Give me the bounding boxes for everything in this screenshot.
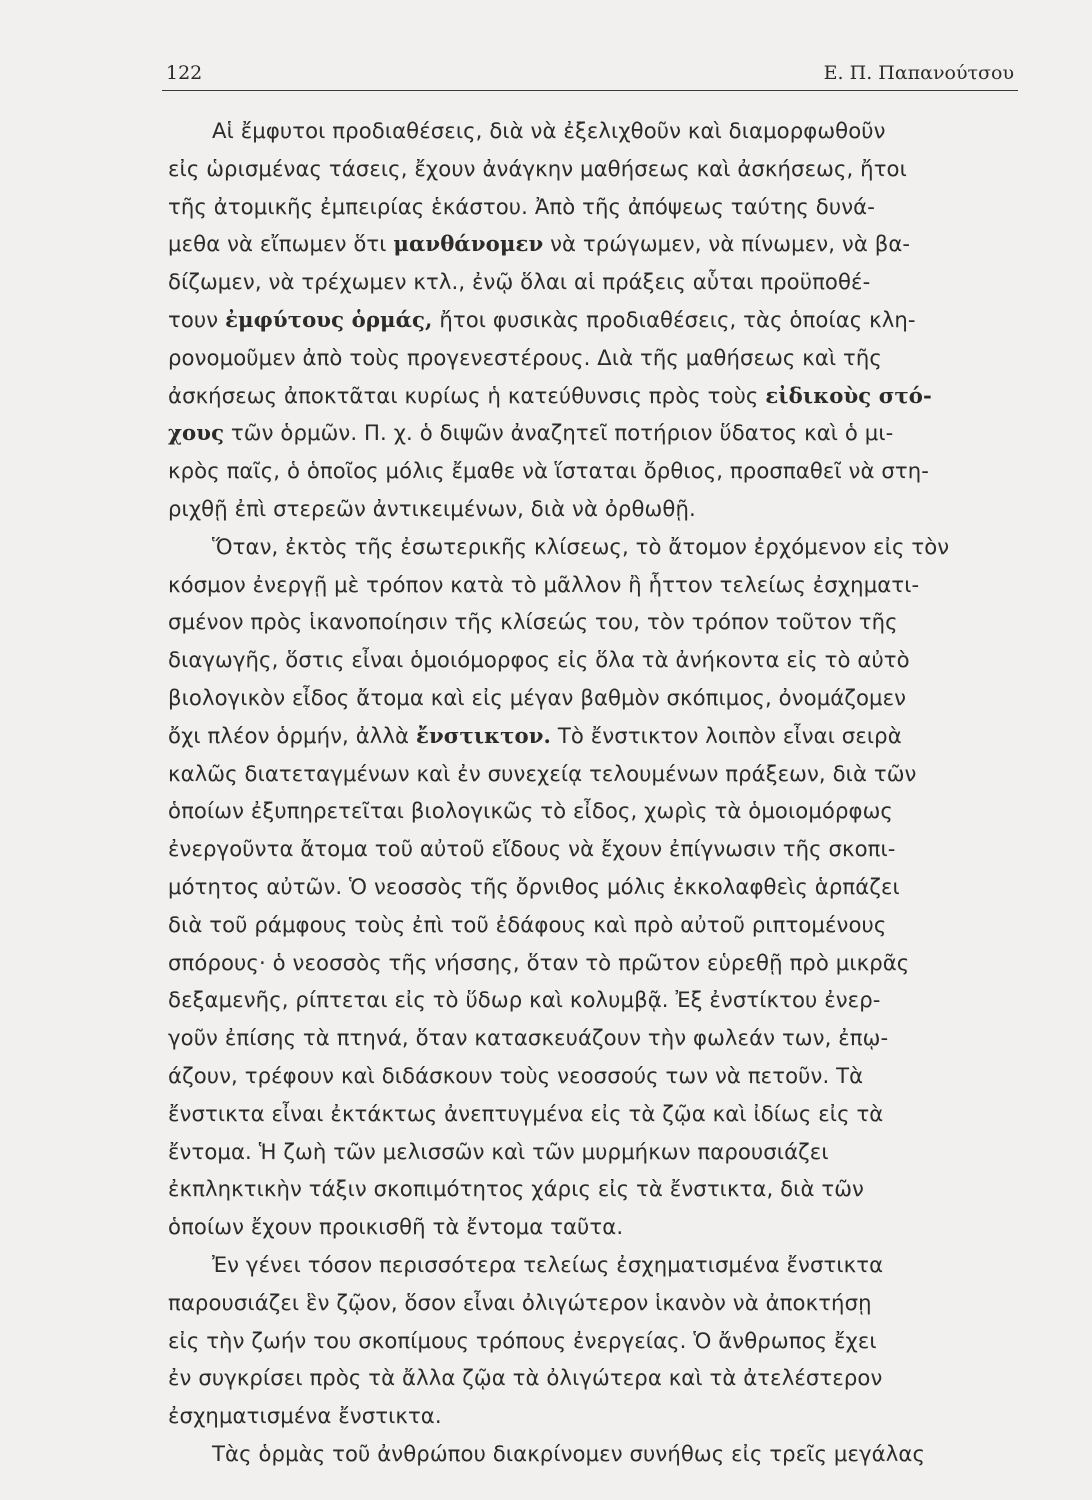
- text-run: μότητος αὐτῶν. Ὁ νεοσσὸς τῆς ὄρνιθος μόλις ἐκκολαφθεὶς ἁρπάζει: [168, 873, 900, 899]
- text-run: ὁποίων ἔχουν προικισθῆ τὰ ἔντομα ταῦτα.: [168, 1214, 624, 1240]
- text-run: Αἱ ἔμφυτοι προδιαθέσεις, διὰ νὰ ἐξελιχθοῦν καὶ διαμορφωθοῦν: [212, 118, 886, 143]
- text-line: [168, 755, 1018, 793]
- text-run: τουν: [168, 306, 226, 332]
- text-line: [168, 944, 1018, 982]
- text-line: [168, 717, 1018, 755]
- text-run: δεξαμενῆς, ρίπτεται εἰς τὸ ὕδωρ καὶ κολυμβᾷ. Ἐξ ἐνστίκτου ἐνερ-: [168, 987, 881, 1013]
- text-run: παρουσιάζει ἓν ζῷον, ὅσον εἶναι ὀλιγώτερον ἱκανὸν νὰ ἀποκτήσῃ: [168, 1289, 872, 1315]
- text-line: [168, 906, 1018, 944]
- text-line: [168, 112, 1018, 150]
- text-line: [168, 150, 1018, 188]
- bold-term: μανθάνομεν: [393, 231, 544, 257]
- text-line: [168, 566, 1018, 604]
- running-head: Ε. Π. Παπανούτσου: [823, 62, 1014, 84]
- text-run: διαγωγῆς, ὅστις εἶναι ὁμοιόμορφος εἰς ὅλα τὰ ἀνήκοντα εἰς τὸ αὐτὸ: [168, 647, 910, 673]
- text-line: [168, 263, 1018, 301]
- text-run: ἐκπληκτικὴν τάξιν σκοπιμότητος χάρις εἰς τὰ ἔνστικτα, διὰ τῶν: [168, 1176, 864, 1202]
- text-run: ἐνεργοῦντα ἄτομα τοῦ αὐτοῦ εἴδους νὰ ἔχουν ἐπίγνωσιν τῆς σκοπι-: [168, 836, 896, 862]
- text-line: [168, 679, 1018, 717]
- text-run: βιολογικὸν εἶδος ἄτομα καὶ εἰς μέγαν βαθμὸν σκόπιμος, ὀνομάζομεν: [168, 684, 907, 710]
- text-run: άζουν, τρέφουν καὶ διδάσκουν τοὺς νεοσσούς των νὰ πετοῦν. Τὰ: [168, 1062, 864, 1088]
- text-line: [168, 868, 1018, 906]
- text-line: [168, 1057, 1018, 1095]
- bold-term: ἔνστικτον.: [415, 722, 552, 748]
- text-run: Τὸ ἔνστικτον λοιπὸν εἶναι σειρὰ: [551, 722, 902, 748]
- text-run: ρονομοῦμεν ἀπὸ τοὺς προγενεστέρους. Διὰ τῆς μαθήσεως καὶ τῆς: [168, 344, 882, 370]
- text-line: [168, 1170, 1018, 1208]
- text-run: Ἐν γένει τόσον περισσότερα τελείως ἐσχηματισμένα ἔνστικτα: [212, 1251, 884, 1277]
- text-run: ἔντομα. Ἡ ζωὴ τῶν μελισσῶν καὶ τῶν μυρμήκων παρουσιάζει: [168, 1138, 829, 1164]
- text-line: [168, 981, 1018, 1019]
- text-line: [168, 1359, 1018, 1397]
- page-header: [162, 62, 1018, 91]
- text-run: κρὸς παῖς, ὁ ὁποῖος μόλις ἔμαθε νὰ ἵσταται ὄρθιος, προσπαθεῖ νὰ στη-: [168, 458, 930, 484]
- text-line: [168, 1208, 1018, 1246]
- text-line: [168, 603, 1018, 641]
- text-line: [168, 225, 1018, 263]
- text-line: [168, 1397, 1018, 1435]
- text-line: [168, 490, 1018, 528]
- text-run: ἀσκήσεως ἀποκτᾶται κυρίως ἡ κατεύθυνσις πρὸς τοὺς: [168, 382, 766, 408]
- bold-term: εἰδικοὺς στό-: [765, 382, 932, 408]
- text-line: [168, 339, 1018, 377]
- text-run: ἐσχηματισμένα ἔνστικτα.: [168, 1403, 442, 1429]
- text-line: [168, 830, 1018, 868]
- text-run: ὄχι πλέον ὁρμήν, ἀλλὰ: [168, 722, 416, 748]
- text-run: ἐν συγκρίσει πρὸς τὰ ἄλλα ζῷα τὰ ὀλιγώτερα καὶ τὰ ἀτελέστερον: [168, 1365, 883, 1391]
- text-run: διὰ τοῦ ράμφους τοὺς ἐπὶ τοῦ ἐδάφους καὶ πρὸ αὐτοῦ ριπτομένους: [168, 911, 887, 937]
- bold-term: χους: [168, 420, 225, 446]
- text-line: [168, 1322, 1018, 1360]
- text-line: [168, 1435, 1018, 1473]
- text-run: ἔνστικτα εἶναι ἐκτάκτως ἀνεπτυγμένα εἰς τὰ ζῷα καὶ ἰδίως εἰς τὰ: [168, 1100, 884, 1126]
- text-line: [168, 301, 1018, 339]
- text-run: τῆς ἀτομικῆς ἐμπειρίας ἑκάστου. Ἀπὸ τῆς ἀπόψεως ταύτης δυνά-: [168, 193, 875, 219]
- text-run: ἤτοι φυσικὰς προδιαθέσεις, τὰς ὁποίας κλη-: [432, 306, 916, 332]
- text-run: νὰ τρώγωμεν, νὰ πίνωμεν, νὰ βα-: [543, 231, 911, 257]
- text-run: σμένον πρὸς ἱκανοποίησιν τῆς κλίσεώς του, τὸν τρόπον τοῦτον τῆς: [168, 609, 898, 635]
- body-text: [168, 112, 1018, 1473]
- text-run: μεθα νὰ εἴπωμεν ὅτι: [168, 231, 394, 257]
- text-run: ριχθῇ ἐπὶ στερεῶν ἀντικειμένων, διὰ νὰ ὀρθωθῇ.: [168, 495, 696, 521]
- text-run: καλῶς διατεταγμένων καὶ ἐν συνεχείᾳ τελουμένων πράξεων, διὰ τῶν: [168, 760, 917, 786]
- text-run: Ὅταν, ἐκτὸς τῆς ἐσωτερικῆς κλίσεως, τὸ ἄτομον ἐρχόμενον εἰς τὸν: [212, 533, 950, 559]
- text-line: [168, 1095, 1018, 1133]
- text-run: εἰς τὴν ζωήν του σκοπίμους τρόπους ἐνεργείας. Ὁ ἄνθρωπος ἔχει: [168, 1327, 877, 1353]
- text-line: [168, 188, 1018, 226]
- text-line: [168, 1019, 1018, 1057]
- text-line: [168, 377, 1018, 415]
- text-run: τῶν ὁρμῶν. Π. χ. ὁ διψῶν ἀναζητεῖ ποτήριον ὕδατος καὶ ὁ μι-: [224, 420, 894, 446]
- text-run: εἰς ὡρισμένας τάσεις, ἔχουν ἀνάγκην μαθήσεως καὶ ἀσκήσεως, ἤτοι: [168, 155, 907, 181]
- text-run: γοῦν ἐπίσης τὰ πτηνά, ὅταν κατασκευάζουν τὴν φωλεάν των, ἐπῳ-: [168, 1025, 889, 1051]
- text-line: [168, 1284, 1018, 1322]
- text-line: [168, 641, 1018, 679]
- page-number: 122: [166, 62, 203, 84]
- text-line: [168, 1246, 1018, 1284]
- text-run: δίζωμεν, νὰ τρέχωμεν κτλ., ἐνῷ ὅλαι αἱ πράξεις αὗται προϋποθέ-: [168, 269, 871, 295]
- text-line: [168, 792, 1018, 830]
- text-run: Τὰς ὁρμὰς τοῦ ἀνθρώπου διακρίνομεν συνήθως εἰς τρεῖς μεγάλας: [212, 1440, 925, 1466]
- text-run: ὁποίων ἐξυπηρετεῖται βιολογικῶς τὸ εἶδος, χωρὶς τὰ ὁμοιομόρφως: [168, 798, 893, 824]
- text-run: κόσμον ἐνεργῇ μὲ τρόπον κατὰ τὸ μᾶλλον ἢ ἧττον τελείως ἐσχηματι-: [168, 571, 920, 597]
- bold-term: ἐμφύτους ὁρμάς,: [225, 306, 433, 332]
- text-run: σπόρους· ὁ νεοσσὸς τῆς νήσσης, ὅταν τὸ πρῶτον εὑρεθῇ πρὸ μικρᾶς: [168, 949, 910, 975]
- text-line: [168, 414, 1018, 452]
- text-line: [168, 452, 1018, 490]
- text-line: [168, 1133, 1018, 1171]
- text-line: [168, 528, 1018, 566]
